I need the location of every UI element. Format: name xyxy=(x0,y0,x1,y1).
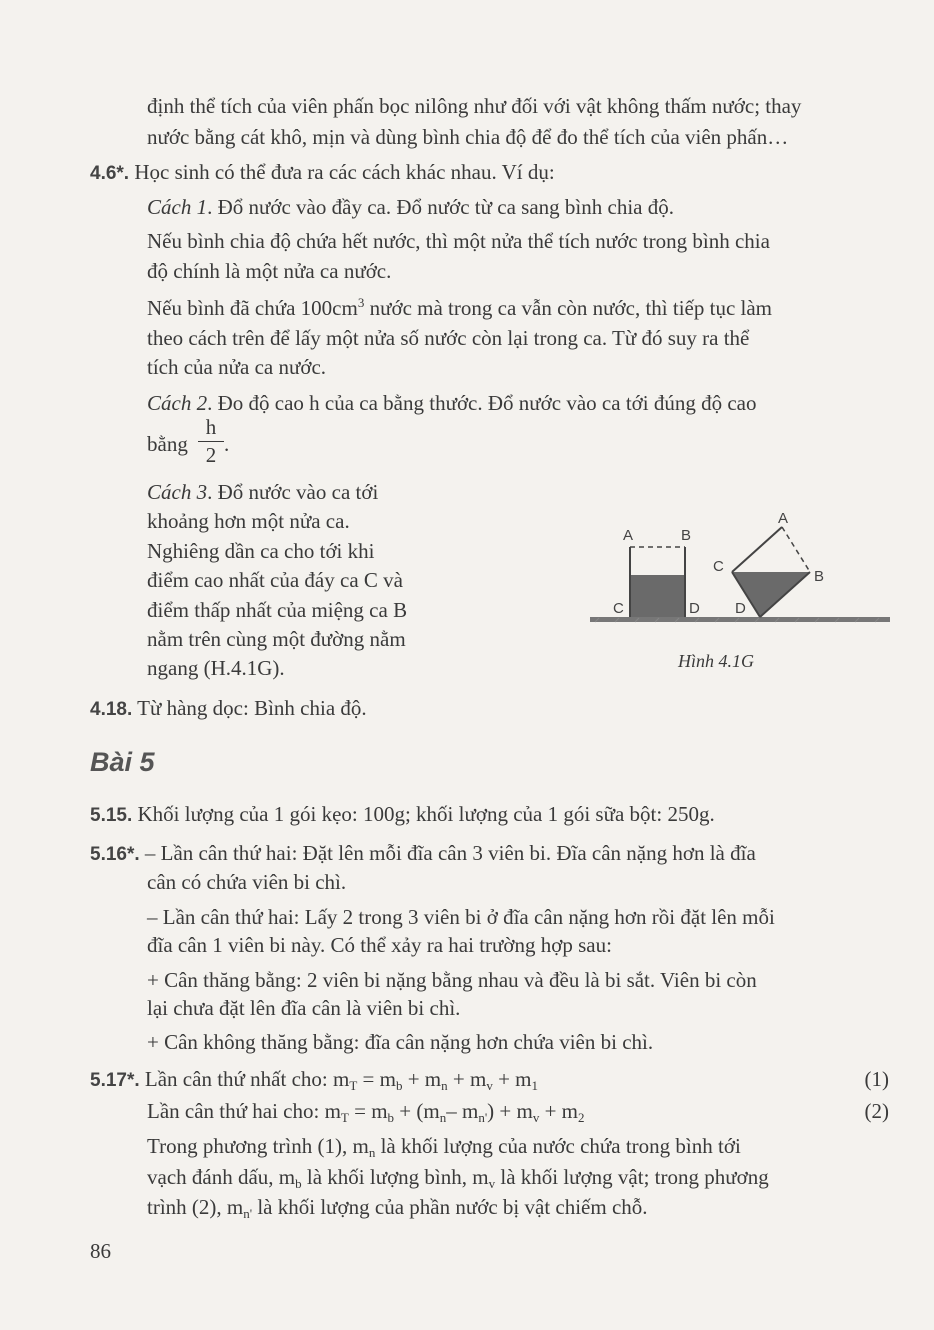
text-line: đĩa cân 1 viên bi này. Có thể xảy ra hai trường hợp sau: xyxy=(147,933,612,957)
water-upright-cup xyxy=(630,575,685,617)
sub: n xyxy=(368,1145,376,1160)
eq-text: Lần cân thứ nhất cho: m xyxy=(144,1067,350,1091)
section-heading: Bài 5 xyxy=(90,747,155,777)
sub: n xyxy=(441,1078,448,1093)
sub: v xyxy=(532,1110,540,1125)
text-line: nằm trên cùng một đường nằm xyxy=(147,627,406,651)
sub: n xyxy=(439,1110,447,1125)
sub: v xyxy=(488,1176,496,1191)
text: . Đổ nước vào đầy ca. Đổ nước từ ca sang bình chia độ. xyxy=(207,195,674,219)
text: Trong phương trình (1), m xyxy=(147,1134,369,1158)
text-line: theo cách trên để lấy một nửa số nước còn lại trong ca. Từ đó suy ra thể xyxy=(147,326,750,350)
page-number: 86 xyxy=(90,1239,111,1263)
text-line: Nếu bình chia độ chứa hết nước, thì một nửa thể tích nước trong bình chia xyxy=(147,229,770,253)
exercise-4-18 xyxy=(90,695,367,723)
exercise-number: 4.18. xyxy=(90,699,133,720)
text-line: nước bằng cát khô, mịn và dùng bình chia độ để đo thể tích của viên phấn… xyxy=(147,125,789,149)
eq-text: = m xyxy=(348,1099,388,1123)
text: là khối lượng bình, m xyxy=(301,1165,489,1189)
tilted-cup-rim-dashed xyxy=(782,527,810,572)
period: . xyxy=(224,432,230,456)
tilted-cup-bottom xyxy=(732,527,782,572)
text-line xyxy=(147,1194,648,1220)
text: Khối lượng của 1 gói kẹo: 100g; khối lượng của 1 gói sữa bột: 250g. xyxy=(137,802,715,826)
sub: b xyxy=(387,1110,395,1125)
text-line: độ chính là một nửa ca nước. xyxy=(147,259,392,283)
text-line: khoảng hơn một nửa ca. xyxy=(147,509,350,533)
sub: n' xyxy=(478,1110,488,1125)
eq-text: + m xyxy=(492,1067,532,1091)
text: vạch đánh dấu, m xyxy=(147,1165,296,1189)
eq-text: + (m xyxy=(394,1099,440,1123)
text-line: lại chưa đặt lên đĩa cân là viên bi chì. xyxy=(147,996,461,1020)
numerator: h xyxy=(205,415,217,439)
text-line: + Cân thăng bằng: 2 viên bi nặng bằng nhau và đều là bi sắt. Viên bi còn xyxy=(147,968,757,992)
fraction-bar xyxy=(198,441,224,442)
text-line xyxy=(147,1164,769,1190)
exercise-number: 5.17*. xyxy=(90,1070,140,1091)
text: là khối lượng vật; trong phương xyxy=(495,1165,769,1189)
method-label: Cách 2 xyxy=(147,391,208,415)
exercise-4-6 xyxy=(90,159,555,187)
text: Học sinh có thể đưa ra các cách khác nhau. Ví dụ: xyxy=(134,160,555,184)
method-2 xyxy=(147,390,756,416)
equation-1 xyxy=(145,1067,538,1091)
text-line: bằng xyxy=(147,432,188,456)
eq-text: + m xyxy=(539,1099,579,1123)
figure-caption: Hình 4.1G xyxy=(678,651,754,671)
label-B: B xyxy=(814,568,825,585)
sub: 2 xyxy=(578,1110,585,1125)
label-A: A xyxy=(778,510,789,527)
exercise-5-16 xyxy=(90,840,756,868)
fraction-h-over-2 xyxy=(198,415,224,468)
label-A: A xyxy=(623,527,634,544)
eq-text: Lần cân thứ hai cho: m xyxy=(147,1099,341,1123)
text-line: điểm cao nhất của đáy ca C và xyxy=(147,568,403,592)
text-line: điểm thấp nhất của miệng ca B xyxy=(147,598,408,622)
text: . Đổ nước vào ca tới xyxy=(207,480,379,504)
denominator: 2 xyxy=(205,443,217,467)
exercise-5-17 xyxy=(90,1066,538,1094)
text: . Đo độ cao h của ca bằng thước. Đổ nước vào ca tới đúng độ cao xyxy=(207,391,757,415)
eq-text: – m xyxy=(446,1099,479,1123)
method-label: Cách 3 xyxy=(147,480,208,504)
text-line: ngang (H.4.1G). xyxy=(147,656,285,680)
exercise-5-15 xyxy=(90,801,715,829)
equation-2-label: (2) xyxy=(864,1099,889,1123)
label-B: B xyxy=(681,527,692,544)
sub: n' xyxy=(243,1206,253,1221)
label-C: C xyxy=(613,600,624,617)
method-label: Cách 1 xyxy=(147,195,208,219)
eq-text: = m xyxy=(357,1067,396,1091)
label-D: D xyxy=(735,600,746,617)
eq-text: + m xyxy=(402,1067,442,1091)
text-line xyxy=(147,1133,741,1159)
ground-surface xyxy=(590,617,890,622)
text-line: – Lần cân thứ hai: Lấy 2 trong 3 viên bi ở đĩa cân nặng hơn rồi đặt lên mỗi xyxy=(147,905,775,929)
sub: 1 xyxy=(531,1078,539,1093)
equation-1-label: (1) xyxy=(864,1067,889,1091)
sub: b xyxy=(395,1078,403,1093)
method-1 xyxy=(147,194,674,220)
method-3 xyxy=(147,479,378,505)
sub: T xyxy=(340,1110,349,1125)
exercise-number: 5.16*. xyxy=(90,844,140,865)
label-D: D xyxy=(689,600,700,617)
text: Nếu bình đã chứa 100cm xyxy=(147,296,358,320)
text-line: định thể tích của viên phấn bọc nilông như đối với vật không thấm nước; thay xyxy=(147,94,802,118)
text: – Lần cân thứ hai: Đặt lên mỗi đĩa cân 3 viên bi. Đĩa cân nặng hơn là đĩa xyxy=(144,841,756,865)
text-line xyxy=(147,295,772,321)
text-line: tích của nửa ca nước. xyxy=(147,355,327,379)
equation-2 xyxy=(147,1098,585,1124)
sub: T xyxy=(349,1078,358,1093)
text-line: Nghiêng dần ca cho tới khi xyxy=(147,539,375,563)
text: trình (2), m xyxy=(147,1195,244,1219)
exercise-number: 4.6*. xyxy=(90,163,130,184)
superscript: 3 xyxy=(357,295,365,310)
sub: b xyxy=(295,1176,302,1191)
text-line: cân có chứa viên bi chì. xyxy=(147,870,347,894)
label-C: C xyxy=(713,558,724,575)
eq-text: + m xyxy=(447,1067,487,1091)
sub: v xyxy=(486,1078,493,1093)
text: là khối lượng của nước chứa trong bình tới xyxy=(375,1134,741,1158)
exercise-number: 5.15. xyxy=(90,805,133,826)
text-line: + Cân không thăng bằng: đĩa cân nặng hơn chứa viên bi chì. xyxy=(147,1030,654,1054)
text: Từ hàng dọc: Bình chia độ. xyxy=(137,696,367,720)
text: là khối lượng của phần nước bị vật chiếm chỗ. xyxy=(252,1195,648,1219)
eq-text: ) + m xyxy=(487,1099,533,1123)
text: nước mà trong ca vẫn còn nước, thì tiếp tục làm xyxy=(364,296,773,320)
